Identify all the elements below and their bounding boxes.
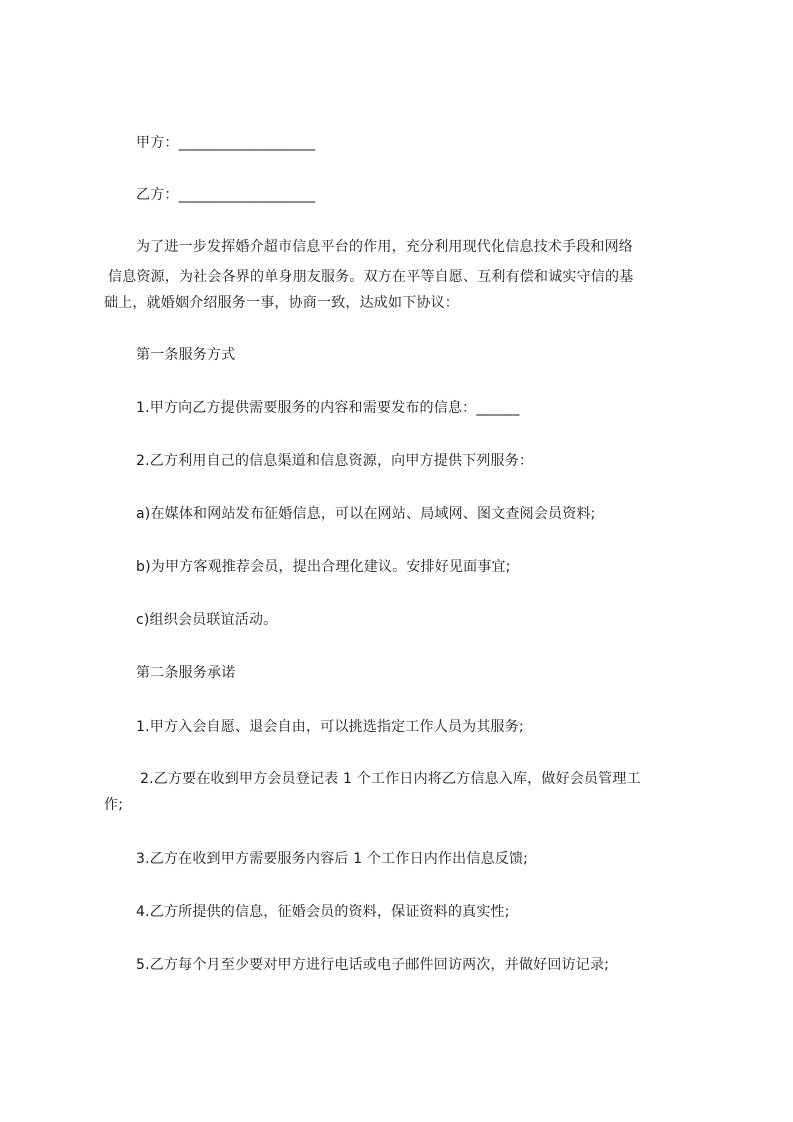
article-2-title: 第二条服务承诺 (136, 665, 236, 681)
article-1-item-a: a)在媒体和网站发布征婚信息，可以在网站、局域网、图文查阅会员资料; (136, 506, 596, 522)
intro-line-1: 为了进一步发挥婚介超市信息平台的作用，充分利用现代化信息技术手段和网络 (136, 239, 633, 255)
article-1-title: 第一条服务方式 (136, 347, 236, 363)
article-2-item-1: 1.甲方入会自愿、退会自由，可以挑选指定工作人员为其服务; (136, 719, 524, 735)
article-2-item-2-line-2: 作; (104, 797, 124, 813)
article-1-item-c: c)组织会员联谊活动。 (136, 612, 278, 628)
article-2-item-4: 4.乙方所提供的信息，征婚会员的资料，保证资料的真实性; (136, 904, 510, 920)
intro-line-2: 信息资源，为社会各界的单身朋友服务。双方在平等自愿、互利有偿和诚实守信的基 (108, 269, 634, 285)
article-2-item-3: 3.乙方在收到甲方需要服务内容后 1 个工作日内作出信息反馈; (136, 851, 529, 867)
party-a-line: 甲方：___________________ (136, 135, 316, 151)
article-2-item-5: 5.乙方每个月至少要对甲方进行电话或电子邮件回访两次，并做好回访记录; (136, 957, 610, 973)
article-1-item-2: 2.乙方利用自己的信息渠道和信息资源，向甲方提供下列服务： (136, 453, 534, 469)
intro-line-3: 础上，就婚姻介绍服务一事，协商一致，达成如下协议： (104, 295, 459, 311)
article-1-item-b: b)为甲方客观推荐会员，提出合理化建议。安排好见面事宜; (136, 559, 511, 575)
party-b-line: 乙方：___________________ (136, 187, 316, 203)
article-2-item-2-line-1: 2.乙方要在收到甲方会员登记表 1 个工作日内将乙方信息入库，做好会员管理工 (140, 771, 641, 787)
article-1-item-1: 1.甲方向乙方提供需要服务的内容和需要发布的信息：______ (136, 400, 520, 416)
